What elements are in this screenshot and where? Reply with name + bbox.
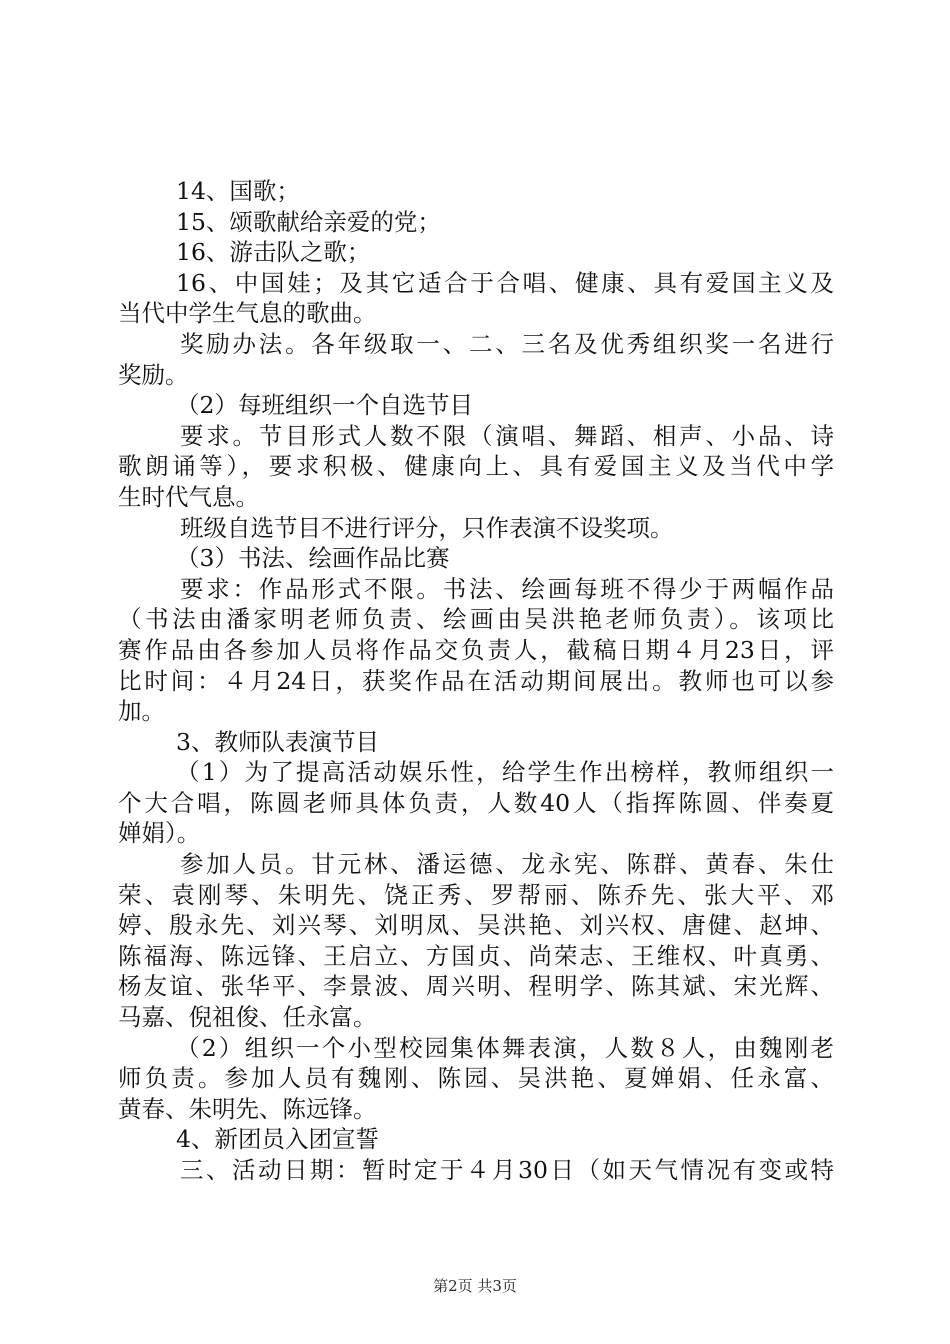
text-line: 婵娟）。 <box>118 819 201 848</box>
text-line: 个大合唱，陈圆老师具体负责，人数40人（指挥陈圆、伴奏夏 <box>118 788 834 817</box>
text-line: 生时代气息。 <box>118 482 259 511</box>
text-line: 三、活动日期：暂时定于４月30日（如天气情况有变或特 <box>180 1156 834 1184</box>
text-line: 比时间：４月24日，获奖作品在活动期间展出。教师也可以参 <box>118 666 834 695</box>
text-line: 奖励。 <box>118 360 189 389</box>
text-line: 4、新团员入团宣誓 <box>176 1125 379 1154</box>
page-footer: 第2页 共3页 <box>433 1277 517 1295</box>
text-line: 杨友谊、张华平、李景波、周兴明、程明学、陈其斌、宋光辉、 <box>118 972 834 1001</box>
text-line: （1）为了提高活动娱乐性，给学生作出榜样，教师组织一 <box>176 758 834 787</box>
text-line: 马嘉、倪祖俊、任永富。 <box>118 1003 377 1032</box>
text-line: 班级自选节目不进行评分，只作表演不设奖项。 <box>180 513 674 542</box>
text-line: 赛作品由各参加人员将作品交负责人，截稿日期４月23日，评 <box>118 635 834 664</box>
text-line: 16、中国娃；及其它适合于合唱、健康、具有爱国主义及 <box>176 268 834 297</box>
text-line: （书法由潘家明老师负责、绘画由吴洪艳老师负责）。该项比 <box>118 605 834 634</box>
text-line: 要求：作品形式不限。书法、绘画每班不得少于两幅作品 <box>180 574 834 603</box>
text-line: 3、教师队表演节目 <box>176 727 379 756</box>
text-line: 15、颂歌献给亲爱的党； <box>176 207 441 236</box>
text-line: 婷、殷永先、刘兴琴、刘明凤、吴洪艳、刘兴权、唐健、赵坤、 <box>118 911 834 940</box>
text-line: （2）每班组织一个自选节目 <box>176 391 473 420</box>
text-line: 歌朗诵等），要求积极、健康向上、具有爱国主义及当代中学 <box>118 452 834 481</box>
text-line: 荣、袁刚琴、朱明先、饶正秀、罗帮丽、陈乔先、张大平、邓 <box>118 880 834 909</box>
text-line: 16、游击队之歌； <box>176 238 371 267</box>
text-line: 当代中学生气息的歌曲。 <box>118 299 377 328</box>
text-line: 要求。节目形式人数不限（演唱、舞蹈、相声、小品、诗 <box>180 421 834 450</box>
text-line: 14、国歌； <box>176 177 300 205</box>
body-text <box>118 176 834 1186</box>
text-line: 黄春、朱明先、陈远锋。 <box>118 1094 377 1123</box>
text-line: 加。 <box>118 697 165 726</box>
text-line: （3）书法、绘画作品比赛 <box>176 544 450 573</box>
text-line: 参加人员。甘元林、潘运德、龙永宪、陈群、黄春、朱仕 <box>180 850 834 879</box>
text-line: 奖励办法。各年级取一、二、三名及优秀组织奖一名进行 <box>180 329 834 358</box>
text-line: （2）组织一个小型校园集体舞表演，人数８人，由魏刚老 <box>176 1033 834 1062</box>
text-line: 陈福海、陈远锋、王启立、方国贞、尚荣志、王维权、叶真勇、 <box>118 941 834 970</box>
text-line: 师负责。参加人员有魏刚、陈园、吴洪艳、夏婵娟、任永富、 <box>118 1064 834 1093</box>
